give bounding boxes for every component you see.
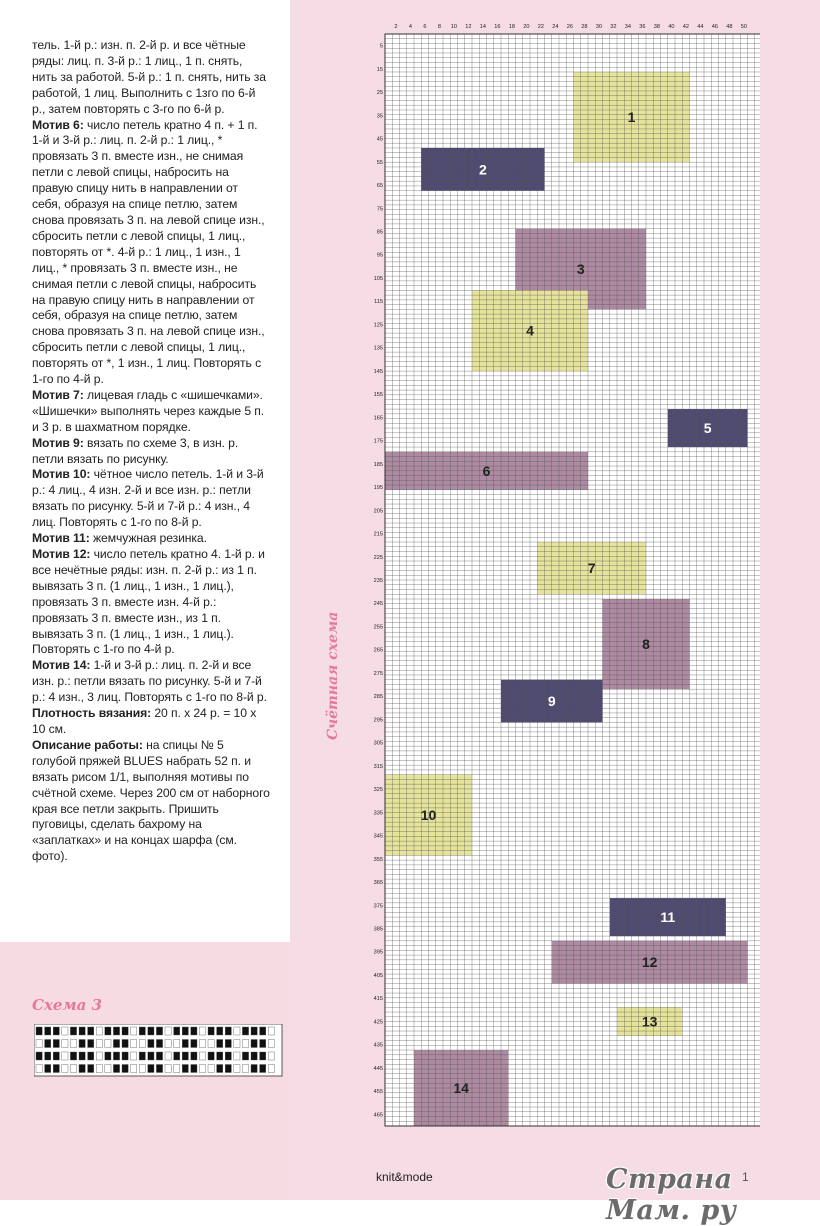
- schema-3-cell: [174, 1052, 180, 1060]
- motif-label-7: 7: [587, 560, 596, 577]
- schema-3-cell: [70, 1065, 76, 1073]
- chart-vertical-title: Счётная схема: [325, 611, 341, 740]
- schema-3-cell: [182, 1040, 188, 1048]
- schema-3-cell: [225, 1065, 231, 1073]
- row-label: 25: [376, 90, 383, 97]
- schema-3-cell: [79, 1052, 85, 1060]
- motif-11-label: Мотив 11:: [32, 531, 90, 546]
- schema-3-cell: [191, 1065, 197, 1073]
- counting-chart-grid: [370, 14, 760, 1134]
- schema-3-cell: [174, 1065, 180, 1073]
- schema-3-cell: [96, 1065, 102, 1073]
- schema-3-cell: [165, 1027, 171, 1035]
- motif-12-text: число петель кратно 4. 1-й р. и все нечётные ряды: изн. п. 2-й р.: из 1 п. вывязать 3 п. (1 лиц., 1 изн., 1 лиц.), провязать 3 п. вместе изн. 4-й р.: провязать 3 п. вместе изн., из 1 п. вывязать 3 п. (1 лиц., 1 изн., 1 лиц.). Повторять с 1-го по 4-й р.: [32, 547, 265, 657]
- schema-3-cell: [225, 1027, 231, 1035]
- motif-label-13: 13: [641, 1013, 658, 1030]
- column-label: 26: [566, 24, 573, 30]
- motif-12-label: Мотив 12:: [32, 547, 91, 561]
- schema-3-cell: [182, 1052, 188, 1060]
- row-label: 45: [376, 136, 383, 143]
- row-label: 15: [376, 66, 383, 73]
- schema-3-cell: [105, 1065, 111, 1073]
- motif-label-10: 10: [420, 807, 437, 824]
- schema-3-cell: [234, 1065, 240, 1073]
- density-text: 20 п. х 24 р. = 10 х 10 см.: [32, 706, 257, 736]
- row-label: 105: [373, 275, 383, 282]
- schema-3-cell: [199, 1027, 205, 1035]
- schema-3-cell: [268, 1040, 274, 1048]
- motif-label-3: 3: [576, 261, 585, 278]
- schema-3-cell: [208, 1052, 214, 1060]
- row-label: 75: [376, 206, 383, 213]
- schema-3-cell: [96, 1027, 102, 1035]
- schema-3-cell: [268, 1065, 274, 1073]
- schema-3-cell: [122, 1065, 128, 1073]
- schema-3-cell: [191, 1052, 197, 1060]
- schema-3-cell: [62, 1027, 68, 1035]
- column-label: 18: [508, 24, 515, 30]
- column-label: 28: [581, 24, 588, 30]
- row-label: 115: [374, 299, 383, 306]
- row-label: 225: [373, 554, 383, 561]
- schema-3-cell: [70, 1052, 76, 1060]
- column-label: 16: [494, 24, 501, 30]
- schema-3-cell: [165, 1040, 171, 1048]
- schema-3-cell: [234, 1027, 240, 1035]
- row-label: 255: [373, 624, 383, 631]
- motif-6-paragraph: [32, 118, 270, 388]
- row-label: 435: [373, 1042, 383, 1049]
- motif-10-text: чётное число петель. 1-й и 3-й р.: 4 лиц., 4 изн. 2-й и все изн. р.: петли вязать по рисунку. 5-й и 7-й р.: 4 изн., 4 лиц. Повторять с 1-го по 8-й р.: [32, 467, 264, 530]
- column-label: 44: [697, 24, 704, 30]
- schema-3-cell: [251, 1027, 257, 1035]
- motif-7-text: лицевая гладь с «шишечками». «Шишечки» выполнять через каждые 5 п. и 3 р. в шахматном порядке.: [32, 387, 265, 434]
- row-label: 275: [373, 670, 383, 677]
- schema-3-title: Схема 3: [32, 996, 103, 1014]
- schema-3-cell: [53, 1052, 59, 1060]
- row-label: 445: [373, 1065, 383, 1072]
- column-label: 42: [682, 24, 689, 30]
- schema-3-cell: [79, 1065, 85, 1073]
- schema-3-cell: [182, 1027, 188, 1035]
- schema-3-cell: [217, 1027, 223, 1035]
- schema-3-cell: [242, 1065, 248, 1073]
- row-label: 95: [376, 252, 383, 259]
- row-label: 455: [373, 1089, 383, 1096]
- schema-3-cell: [36, 1065, 42, 1073]
- column-label: 40: [668, 24, 675, 30]
- description-text: на спицы № 5 голубой пряжей BLUES набрать 52 п. и вязать рисом 1/1, выполняя мотивы по счётной схеме. Через 200 см от наборного края все петли закрыть. Пришить пуговицы, сделать бахрому на «заплатках» и на концах шарфа (см. фото).: [32, 737, 270, 864]
- row-label: 155: [373, 392, 383, 399]
- motif-label-14: 14: [453, 1080, 469, 1097]
- schema-3-cell: [105, 1052, 111, 1060]
- row-label: 65: [376, 183, 383, 190]
- schema-3-cell: [165, 1065, 171, 1073]
- row-label: 415: [373, 996, 383, 1003]
- schema-3-cell: [96, 1052, 102, 1060]
- motif-11-paragraph: [32, 531, 270, 547]
- schema-3-cell: [139, 1052, 145, 1060]
- row-label: 365: [373, 880, 383, 887]
- schema-3-cell: [148, 1027, 154, 1035]
- motif-label-5: 5: [703, 420, 712, 437]
- schema-3-cell: [79, 1040, 85, 1048]
- row-label: 35: [376, 113, 383, 120]
- column-label: 12: [465, 24, 472, 30]
- schema-3-cell: [113, 1040, 119, 1048]
- motif-6-label: Мотив 6:: [32, 117, 84, 132]
- schema-3-cell: [62, 1040, 68, 1048]
- schema-3-cell: [122, 1040, 128, 1048]
- column-label: 32: [610, 24, 617, 30]
- row-label: 355: [373, 856, 383, 863]
- schema-3-cell: [260, 1052, 266, 1060]
- row-label: 85: [376, 229, 383, 236]
- motif-14-text: 1-й и 3-й р.: лиц. п. 2-й и все изн. р.: петли вязать по рисунку. 5-й и 7-й р.: 4 изн., 3 лиц. Повторять с 1-го по 8-й р.: [32, 658, 267, 705]
- row-label: 125: [373, 322, 383, 329]
- schema-3-cell: [260, 1065, 266, 1073]
- motif-label-4: 4: [526, 322, 534, 339]
- schema-3-cell: [62, 1052, 68, 1060]
- row-label: 245: [373, 601, 383, 608]
- schema-3-cell: [174, 1040, 180, 1048]
- row-label: 345: [373, 833, 383, 840]
- motif-label-2: 2: [478, 161, 487, 178]
- schema-3-cell: [139, 1027, 145, 1035]
- column-label: 8: [437, 24, 441, 30]
- schema-3-cell: [208, 1027, 214, 1035]
- row-label: 265: [373, 647, 383, 654]
- motif-label-1: 1: [627, 109, 636, 126]
- schema-3-cell: [191, 1040, 197, 1048]
- schema-3-cell: [260, 1027, 266, 1035]
- motif-11-text: жемчужная резинка.: [89, 531, 207, 546]
- motif-14-paragraph: [32, 658, 270, 706]
- schema-3-cell: [225, 1040, 231, 1048]
- row-label: 235: [373, 578, 383, 584]
- row-label: 145: [373, 368, 383, 375]
- schema-3-cell: [165, 1052, 171, 1060]
- schema-3-cell: [242, 1027, 248, 1035]
- schema-3-cell: [53, 1065, 59, 1073]
- row-label: 205: [373, 508, 383, 515]
- schema-3-cell: [199, 1065, 205, 1073]
- schema-3-cell: [251, 1065, 257, 1073]
- motif-label-9: 9: [547, 693, 556, 710]
- schema-3-cell: [260, 1040, 266, 1048]
- schema-3-cell: [62, 1065, 68, 1073]
- schema-3-cell: [70, 1040, 76, 1048]
- column-label: 6: [423, 24, 427, 30]
- schema-3-cell: [225, 1052, 231, 1060]
- column-label: 30: [595, 24, 602, 30]
- row-label: 175: [373, 438, 383, 445]
- schema-3-cell: [156, 1052, 162, 1060]
- schema-3-cell: [45, 1052, 51, 1060]
- motif-6-text: число петель кратно 4 п. + 1 п. 1-й и 3-й р.: лиц. п. 2-й р.: 1 лиц., * провязать 3 п. вместе изн., не снимая петли с левой спицы, набросить на правую спицу нить в направлении от себя, образуя на спице петлю, затем снова провязать 3 п. на левой спице изн., сбросить петли с левой спицы, 1 лиц., повторять от *. 4-й р.: 1 лиц., 1 изн., 1 лиц., * провязать 3 п. вместе изн., не снимая петли с левой спицы, набросить на правую спицу нить в направлении от себя, образуя на спице петлю, затем снова провязать 3 п. на левой спице изн., сбросить петли с левой спицы, 1 лиц., повторять от *, 1 изн., 1 лиц. Повторять с 1-го по 4-й р.: [32, 117, 265, 387]
- schema-3-cell: [251, 1040, 257, 1048]
- schema-3-cell: [234, 1040, 240, 1048]
- schema-3-cell: [242, 1040, 248, 1048]
- motif-10-paragraph: [32, 467, 270, 531]
- motif-9-paragraph: [32, 436, 270, 468]
- schema-3-cell: [139, 1040, 145, 1048]
- schema-3-cell: [199, 1040, 205, 1048]
- column-label: 46: [711, 24, 718, 30]
- schema-3-cell: [70, 1027, 76, 1035]
- schema-3-diagram: [34, 1024, 284, 1078]
- schema-3-cell: [131, 1052, 137, 1060]
- motif-label-6: 6: [482, 462, 491, 479]
- schema-3-cell: [113, 1027, 119, 1035]
- schema-3-cell: [96, 1040, 102, 1048]
- column-label: 50: [740, 24, 747, 30]
- schema-3-cell: [88, 1065, 94, 1073]
- schema-3-cell: [199, 1052, 205, 1060]
- column-label: 4: [408, 24, 412, 30]
- schema-3-cell: [148, 1040, 154, 1048]
- schema-3-cell: [79, 1027, 85, 1035]
- motif-7-label: Мотив 7:: [32, 387, 84, 402]
- schema-3-cell: [53, 1027, 59, 1035]
- row-label: 405: [373, 972, 383, 979]
- schema-3-cell: [36, 1052, 42, 1060]
- schema-3-cell: [105, 1027, 111, 1035]
- column-label: 10: [450, 24, 457, 30]
- intro-paragraph: тель. 1-й р.: изн. п. 2-й р. и все чётные ряды: лиц. п. 3-й р.: 1 лиц., 1 п. снять, нить за работой. 5-й р.: 1 п. снять, нить за работой, 1 лиц. Выполнить с 1зго по 6-й р., затем повторять с 3-го по 6-й р.: [32, 38, 266, 116]
- schema-3-cell: [45, 1040, 51, 1048]
- motif-label-8: 8: [642, 636, 650, 653]
- schema-3-cell: [217, 1065, 223, 1073]
- schema-3-cell: [139, 1065, 145, 1073]
- row-label: 195: [373, 485, 383, 492]
- motif-label-12: 12: [641, 954, 658, 971]
- schema-3-cell: [208, 1065, 214, 1073]
- motif-14-label: Мотив 14:: [32, 658, 91, 673]
- density-label: Плотность вязания:: [32, 706, 152, 721]
- row-label: 395: [373, 949, 383, 956]
- row-label: 285: [373, 694, 383, 701]
- row-label: 135: [373, 345, 383, 352]
- column-label: 20: [523, 24, 530, 30]
- row-label: 215: [373, 531, 383, 538]
- page-number: 1: [742, 1170, 749, 1184]
- column-label: 14: [479, 24, 486, 30]
- schema-3-cell: [36, 1040, 42, 1048]
- row-label: 5: [379, 43, 383, 50]
- schema-3-cell: [251, 1052, 257, 1060]
- schema-3-cell: [208, 1040, 214, 1048]
- schema-3-cell: [174, 1027, 180, 1035]
- density-paragraph: [32, 706, 270, 738]
- schema-3-cell: [131, 1065, 137, 1073]
- brand-logo: knit&mode: [376, 1170, 433, 1184]
- schema-3-cell: [148, 1065, 154, 1073]
- description-paragraph: [32, 738, 270, 865]
- schema-3-cell: [113, 1065, 119, 1073]
- instructions-text: [32, 38, 270, 865]
- column-label: 38: [653, 24, 660, 30]
- row-label: 375: [373, 903, 383, 910]
- column-label: 22: [537, 24, 544, 30]
- schema-3-cell: [36, 1027, 42, 1035]
- schema-3-cell: [131, 1040, 137, 1048]
- schema-3-cell: [88, 1040, 94, 1048]
- schema-3-cell: [122, 1027, 128, 1035]
- description-label: Описание работы:: [32, 737, 143, 752]
- row-label: 165: [373, 415, 383, 422]
- schema-3-cell: [242, 1052, 248, 1060]
- row-label: 335: [373, 810, 383, 817]
- row-label: 315: [373, 763, 383, 770]
- motif-10-label: Мотив 10:: [32, 467, 91, 482]
- schema-3-cell: [234, 1052, 240, 1060]
- schema-3-cell: [156, 1040, 162, 1048]
- row-label: 305: [373, 740, 383, 747]
- row-label: 55: [376, 159, 383, 166]
- schema-3-cell: [217, 1052, 223, 1060]
- schema-3-cell: [156, 1065, 162, 1073]
- column-label: 24: [552, 24, 559, 30]
- motif-label-11: 11: [660, 909, 676, 926]
- row-label: 385: [373, 926, 383, 933]
- schema-3-cell: [113, 1052, 119, 1060]
- column-label: 36: [639, 24, 646, 30]
- schema-3-cell: [268, 1052, 274, 1060]
- column-label: 48: [726, 24, 733, 30]
- schema-3-cell: [88, 1027, 94, 1035]
- schema-3-cell: [156, 1027, 162, 1035]
- counting-chart: [370, 14, 760, 1139]
- motif-9-text: вязать по схеме 3, в изн. р. петли вязать по рисунку.: [32, 435, 239, 466]
- row-label: 295: [373, 717, 383, 724]
- row-label: 425: [373, 1019, 383, 1026]
- schema-3-cell: [217, 1040, 223, 1048]
- schema-3-cell: [53, 1040, 59, 1048]
- motif-9-label: Мотив 9:: [32, 435, 84, 450]
- schema-3-cell: [105, 1040, 111, 1048]
- watermark: Страна Мам. ру: [606, 1164, 737, 1226]
- row-label: 185: [373, 461, 383, 468]
- schema-3-cell: [191, 1027, 197, 1035]
- motif-7-paragraph: [32, 388, 270, 436]
- schema-3-cell: [88, 1052, 94, 1060]
- motif-12-paragraph: [32, 547, 270, 658]
- row-label: 465: [373, 1112, 383, 1119]
- schema-3-cell: [45, 1065, 51, 1073]
- column-label: 2: [394, 24, 398, 30]
- schema-3-cell: [268, 1027, 274, 1035]
- schema-3-cell: [148, 1052, 154, 1060]
- schema-3-cell: [182, 1065, 188, 1073]
- schema-3-cell: [122, 1052, 128, 1060]
- schema-3-cell: [45, 1027, 51, 1035]
- schema-3-cell: [131, 1027, 137, 1035]
- column-label: 34: [624, 24, 631, 30]
- row-label: 325: [373, 787, 383, 794]
